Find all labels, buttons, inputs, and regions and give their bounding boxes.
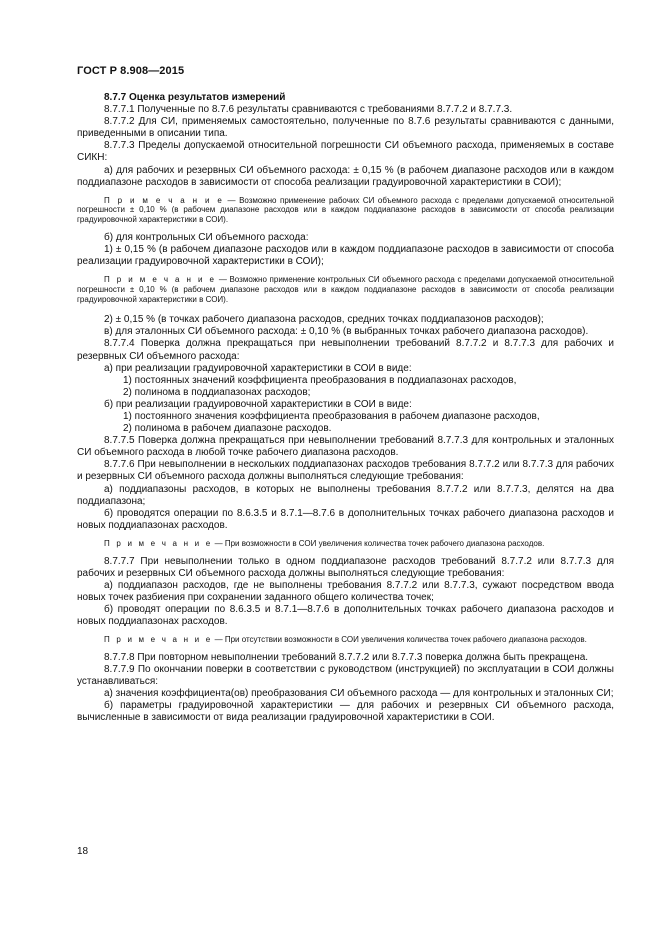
note-1 (77, 196, 614, 225)
note-label: П р и м е ч а н и е (104, 275, 217, 285)
paragraph-8-7-7-4: 8.7.7.4 Поверка должна прекращаться при невыполнении требований 8.7.7.2 и 8.7.7.3 для рабочих и резервных СИ объемного расхода: (77, 338, 614, 362)
paragraph-8-7-7-7-a: а) поддиапазон расходов, где не выполнены требования 8.7.7.2 или 8.7.7.3, сужают посредством ввода новых точек разбиения при сохранении заданного общего количества точек; (77, 579, 614, 603)
paragraph-8-7-7-6-b: б) проводятся операции по 8.6.3.5 и 8.7.1—8.7.6 в дополнительных точках рабочего диапазона расходов и новых поддиапазонах расходов. (77, 507, 614, 531)
paragraph-8-7-7-3-b-1: 1) ± 0,15 % (в рабочем диапазоне расходов или в каждом поддиапазоне расходов в зависимости от способа реализации градуировочной характеристики в СОИ); (77, 243, 614, 268)
note-2 (77, 275, 614, 304)
paragraph-8-7-7-3-v: в) для эталонных СИ объемного расхода: ± 0,10 % (в выбранных точках рабочего диапазона расходов). (104, 326, 589, 338)
section-heading: 8.7.7 Оценка результатов измерений (104, 92, 286, 103)
paragraph-8-7-7-4-a: а) при реализации градуировочной характеристики в СОИ в виде: (104, 362, 412, 374)
note-label: П р и м е ч а н и е (104, 635, 213, 645)
paragraph-8-7-7-7-b: б) проводят операции по 8.6.3.5 и 8.7.1—8.7.6 в дополнительных точках рабочего диапазона расходов и новых поддиапазонах расходов. (77, 604, 614, 628)
note-text: — Возможно применение контрольных СИ объемного расхода с пределами допускаемой относительной погрешности ± 0,10 % (в рабочем диапазоне расходов или в каждом поддиапазоне расходов в зависимости от способа реализации градуировочной характеристики в СОИ). (77, 275, 614, 304)
note-label: П р и м е ч а н и е (104, 538, 213, 548)
paragraph-8-7-7-3-b-2: 2) ± 0,15 % (в точках рабочего диапазона расходов, средних точках поддиапазонов расходов); (104, 314, 544, 326)
note-label: П р и м е ч а н и е (104, 195, 225, 205)
paragraph-8-7-7-4-a-2: 2) полинома в поддиапазонах расходов; (123, 386, 311, 398)
paragraph-8-7-7-6-a: а) поддиапазоны расходов, в которых не выполнены требования 8.7.7.2 или 8.7.7.3, делятся на два поддиапазона; (77, 483, 614, 507)
paragraph-8-7-7-9: 8.7.7.9 По окончании поверки в соответствии с руководством (инструкцией) по эксплуатации в СОИ должны устанавливаться: (77, 664, 614, 688)
paragraph-8-7-7-4-b-2: 2) полинома в рабочем диапазоне расходов. (123, 423, 332, 435)
paragraph-8-7-7-6: 8.7.7.6 При невыполнении в нескольких поддиапазонах расходов требования 8.7.7.2 или 8.7.7.3 для рабочих и резервных СИ объемного расхода должны выполняться следующие требования: (77, 459, 614, 483)
paragraph-8-7-7-3: 8.7.7.3 Пределы допускаемой относительной погрешности СИ объемного расхода, применяемых в составе СИКН: (77, 140, 614, 164)
note-text: — При возможности в СОИ увеличения количества точек рабочего диапазона расходов. (212, 538, 545, 548)
paragraph-8-7-7-4-b: б) при реализации градуировочной характеристики в СОИ в виде: (104, 398, 412, 410)
note-text: — Возможно применение рабочих СИ объемного расхода с пределами допускаемой относительной погрешности ± 0,10 % (в рабочем диапазоне расходов или в каждом поддиапазоне расходов в зависимости от способа реализации градуировочной характеристики в СОИ). (77, 195, 615, 225)
paragraph-8-7-7-4-a-1: 1) постоянных значений коэффициента преобразования в поддиапазонах расходов, (123, 374, 517, 386)
paragraph-8-7-7-2: 8.7.7.2 Для СИ, применяемых самостоятельно, полученные по 8.7.6 результаты сравниваются с данными, приведенными в описании типа. (77, 116, 614, 140)
paragraph-8-7-7-1: 8.7.7.1 Полученные по 8.7.6 результаты сравниваются с требованиями 8.7.7.2 и 8.7.7.3. (104, 104, 513, 116)
paragraph-8-7-7-8: 8.7.7.8 При повторном невыполнении требований 8.7.7.2 или 8.7.7.3 поверка должна быть прекращена. (104, 651, 589, 663)
paragraph-8-7-7-3-b: б) для контрольных СИ объемного расхода: (104, 231, 309, 243)
paragraph-8-7-7-5: 8.7.7.5 Поверка должна прекращаться при невыполнении требований 8.7.7.3 для контрольных и эталонных СИ объемного расхода в любой точке рабочего диапазона расходов. (77, 435, 614, 459)
page-number: 18 (77, 846, 89, 857)
document-code-header: ГОСТ Р 8.908—2015 (77, 65, 185, 77)
document-body (77, 92, 614, 724)
paragraph-8-7-7-4-b-1: 1) постоянного значения коэффициента преобразования в рабочем диапазоне расходов, (123, 411, 540, 422)
paragraph-8-7-7-7: 8.7.7.7 При невыполнении только в одном поддиапазоне расходов требований 8.7.7.2 или 8.7.7.3 для рабочих и резервных СИ объемного расхода должны выполняться следующие требования: (77, 555, 614, 579)
note-3 (77, 539, 614, 549)
paragraph-8-7-7-9-b: б) параметры градуировочной характеристики — для рабочих и резервных СИ объемного расхода, вычисленные в зависимости от вида реализации градуировочной характеристики в СОИ. (77, 700, 614, 724)
note-text: — При отсутствии возможности в СОИ увеличения количества точек рабочего диапазона расходов. (212, 635, 587, 645)
note-4 (77, 635, 614, 645)
paragraph-8-7-7-3-a: а) для рабочих и резервных СИ объемного расхода: ± 0,15 % (в рабочем диапазоне расходов или в каждом поддиапазоне расходов в зависимости от способа реализации градуировочной характеристики в СОИ); (77, 164, 614, 188)
paragraph-8-7-7-9-a: а) значения коэффициента(ов) преобразования СИ объемного расхода — для контрольных и эталонных СИ; (104, 688, 614, 700)
